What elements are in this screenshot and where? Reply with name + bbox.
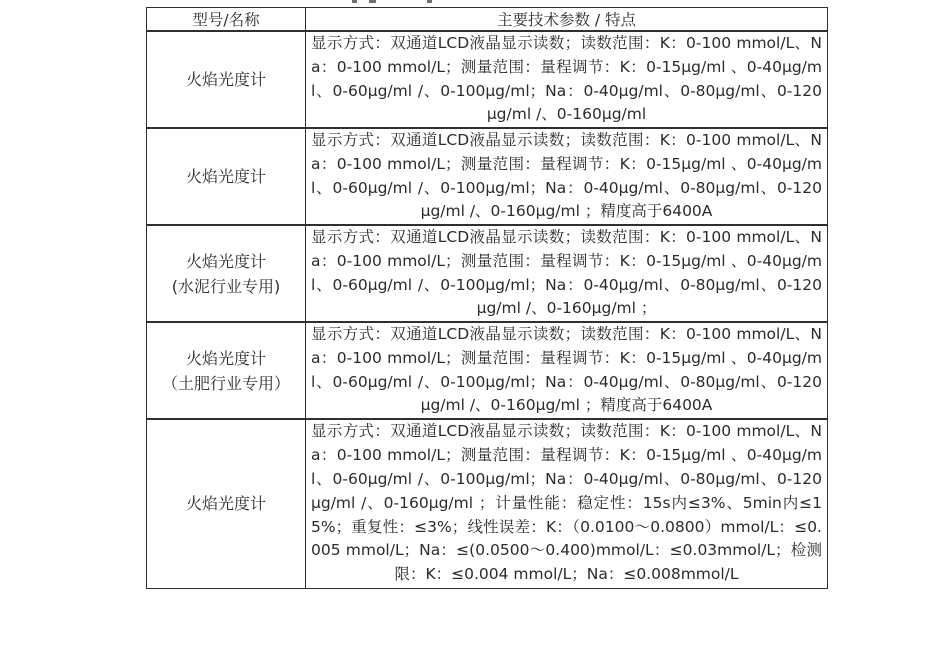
header-row <box>147 8 828 32</box>
model-name: 火焰光度计 <box>185 348 266 368</box>
specs-cell <box>306 128 828 225</box>
specs-cell <box>306 419 828 588</box>
cropped-text-fragment <box>352 0 357 3</box>
header-model-name: 型号/名称 <box>147 8 306 32</box>
table-row <box>147 128 828 225</box>
model-name: 火焰光度计 <box>185 70 266 89</box>
specs-cell <box>306 31 828 128</box>
model-name: 火焰光度计 <box>185 251 266 271</box>
model-subtitle: (水泥行业专用) <box>171 276 281 296</box>
spec-table-header <box>147 8 828 32</box>
spec-table <box>146 7 828 589</box>
model-name-cell <box>147 31 306 128</box>
model-name-cell <box>147 322 306 419</box>
spec-text: 显示方式：双通道LCD液晶显示读数；读数范围：K：0-100 mmol/L、Na：0-100 mmol/L；测量范围：量程调节：K：0-15μg/ml 、0-40μg/ml、0-60μg/ml /、0-100μg/ml；Na：0-40μg/ml、0-80μg/ml、0-120μg/ml /、0-160μg/ml ； <box>311 227 822 318</box>
model-name-cell <box>147 225 306 322</box>
model-subtitle: （土肥行业专用） <box>161 373 290 393</box>
spec-text: 显示方式：双通道LCD液晶显示读数；读数范围：K：0-100 mmol/L、Na：0-100 mmol/L；测量范围：量程调节：K：0-15μg/ml 、0-40μg/ml、0-60μg/ml /、0-100μg/ml；Na：0-40μg/ml、0-80μg/ml、0-120μg/ml /、0-160μg/ml <box>311 33 822 124</box>
model-name: 火焰光度计 <box>185 167 266 186</box>
table-row <box>147 225 828 322</box>
table-row <box>147 31 828 128</box>
spec-text: 显示方式：双通道LCD液晶显示读数；读数范围：K：0-100 mmol/L、Na：0-100 mmol/L；测量范围：量程调节：K：0-15μg/ml 、0-40μg/ml、0-60μg/ml /、0-100μg/ml；Na：0-40μg/ml、0-80μg/ml、0-120μg/ml /、0-160μg/ml ；计量性能：稳定性：15s内≤3%、5min内≤15%；重复性：≤3%；线性误差：K：（0.0100～0.0800）mmol/L：≤0.005 mmol/L；Na：≤(0.0500～0.400)mmol/L：≤0.03mmol/L；检测限：K：≤0.004 mmol/L；Na：≤0.008mmol/L <box>311 422 822 584</box>
cropped-text-fragment <box>369 0 376 3</box>
model-name-cell <box>147 128 306 225</box>
model-name: 火焰光度计 <box>185 494 266 514</box>
spec-text: 显示方式：双通道LCD液晶显示读数；读数范围：K：0-100 mmol/L、Na：0-100 mmol/L；测量范围：量程调节：K：0-15μg/ml 、0-40μg/ml、0-60μg/ml /、0-100μg/ml；Na：0-40μg/ml、0-80μg/ml、0-120μg/ml /、0-160μg/ml ；精度高于6400A <box>311 130 822 221</box>
spec-text: 显示方式：双通道LCD液晶显示读数；读数范围：K：0-100 mmol/L、Na：0-100 mmol/L；测量范围：量程调节：K：0-15μg/ml 、0-40μg/ml、0-60μg/ml /、0-100μg/ml；Na：0-40μg/ml、0-80μg/ml、0-120μg/ml /、0-160μg/ml ；精度高于6400A <box>311 324 822 415</box>
header-main-parameters: 主要技术参数 / 特点 <box>306 8 828 32</box>
model-name-cell <box>147 419 306 588</box>
specs-cell <box>306 322 828 419</box>
specs-cell <box>306 225 828 322</box>
table-row <box>147 419 828 588</box>
cropped-text-fragment <box>427 0 432 3</box>
table-row <box>147 322 828 419</box>
